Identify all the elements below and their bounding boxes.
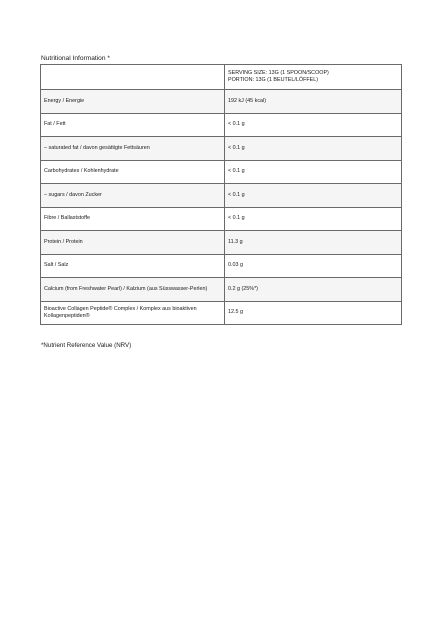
nutrient-value: < 0.1 g: [225, 137, 402, 161]
table-header-row: [41, 65, 402, 90]
nutrient-value: 12.5 g: [225, 301, 402, 325]
nutrient-value: < 0.1 g: [225, 207, 402, 231]
table-row: [41, 137, 402, 161]
nutrient-value: 192 kJ (45 kcal): [225, 90, 402, 114]
serving-size-cell: [225, 65, 402, 90]
table-row: [41, 278, 402, 302]
nutrient-name: Fibre / Ballaststoffe: [41, 207, 225, 231]
table-row: [41, 113, 402, 137]
table-row: [41, 160, 402, 184]
nutrient-name: Energy / Energie: [41, 90, 225, 114]
nutrient-value: 0.2 g (25%*): [225, 278, 402, 302]
nutrient-name: Calcium (from Freshwater Pearl) / Kalzium (aus Süsswasser-Perlen): [41, 278, 225, 302]
table-row: [41, 90, 402, 114]
nutrient-value: < 0.1 g: [225, 160, 402, 184]
nutrient-value: 0.03 g: [225, 254, 402, 278]
table-row: [41, 231, 402, 255]
header-empty-cell: [41, 65, 225, 90]
nutrient-name: Bioactive Collagen Peptide® Complex / Komplex aus bioaktiven Kollagenpeptiden®: [41, 301, 225, 325]
nutrient-name: Fat / Fett: [41, 113, 225, 137]
portion-label: PORTION: 13G (1 BEUTEL/LÖFFEL): [228, 77, 319, 83]
serving-size-label: SERVING SIZE: 13G (1 SPOON/SCOOP): [228, 70, 329, 76]
footnote: *Nutrient Reference Value (NRV): [41, 342, 132, 349]
page-title: Nutritional Information *: [41, 55, 110, 62]
table-row: [41, 254, 402, 278]
nutrient-name: Protein / Protein: [41, 231, 225, 255]
table-row: [41, 301, 402, 325]
nutrient-name: – sugars / davon Zucker: [41, 184, 225, 208]
nutrient-value: < 0.1 g: [225, 113, 402, 137]
nutrient-value: 11.3 g: [225, 231, 402, 255]
table-row: [41, 184, 402, 208]
nutrient-name: Salt / Salz: [41, 254, 225, 278]
nutrient-value: < 0.1 g: [225, 184, 402, 208]
table-row: [41, 207, 402, 231]
nutrition-table: [40, 64, 402, 325]
nutrient-name: Carbohydrates / Kohlenhydrate: [41, 160, 225, 184]
nutrient-name: – saturated fat / davon gesättigte Fettsäuren: [41, 137, 225, 161]
